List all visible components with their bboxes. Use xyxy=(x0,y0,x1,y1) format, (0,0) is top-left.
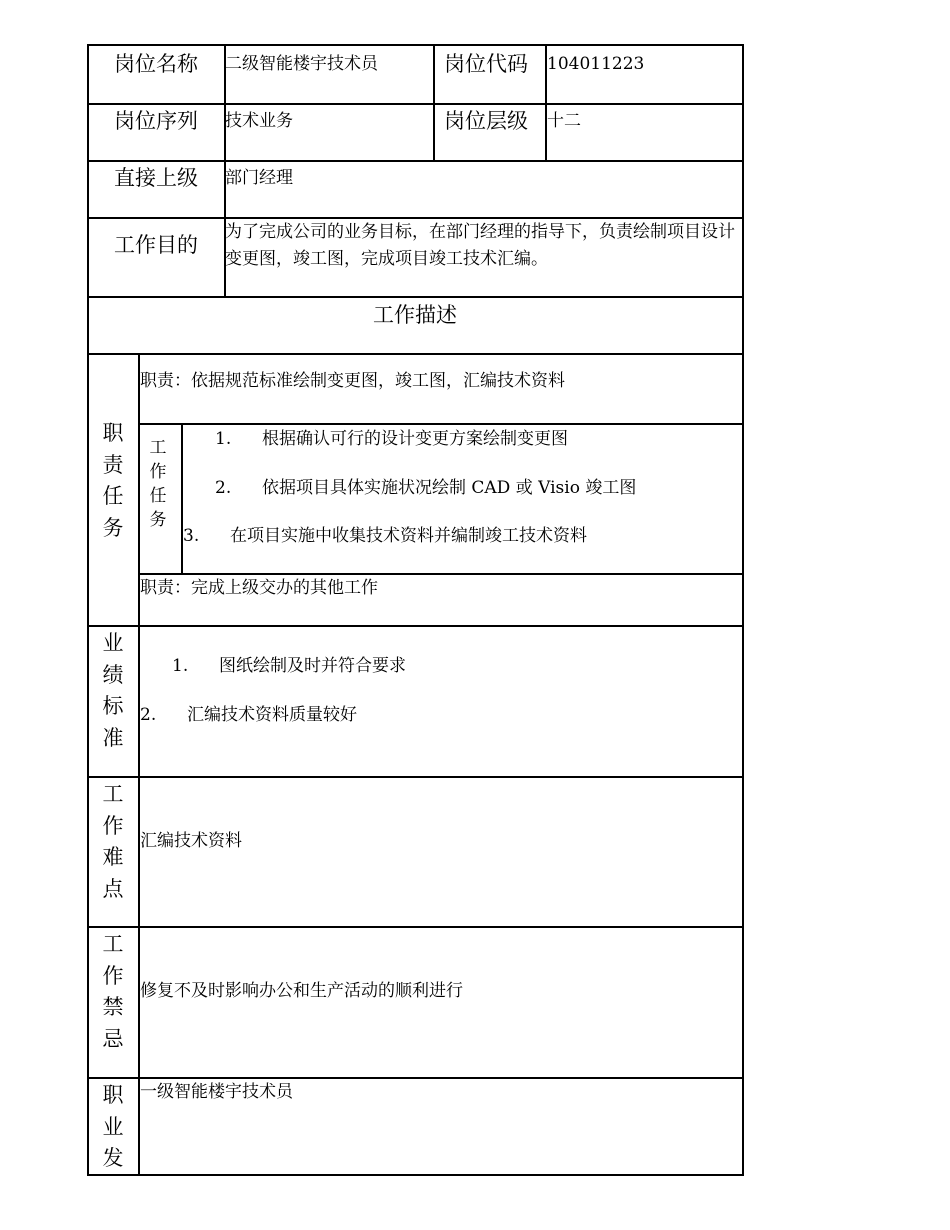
position-level-label: 岗位层级 xyxy=(444,109,528,133)
position-level-value: 十二 xyxy=(547,111,581,131)
taboo-label: 工作禁忌 xyxy=(102,932,124,1051)
performance-number: 2. xyxy=(140,705,157,725)
task-item: 依据项目具体实施状况绘制 CAD 或 Visio 竣工图 xyxy=(262,478,637,498)
supervisor-label: 直接上级 xyxy=(114,166,198,190)
position-name-value: 二级智能楼宇技术员 xyxy=(225,54,378,74)
difficulty-value: 汇编技术资料 xyxy=(140,831,242,851)
task-item: 在项目实施中收集技术资料并编制竣工技术资料 xyxy=(230,526,587,546)
position-code-label: 岗位代码 xyxy=(444,52,528,76)
duty-2: 职责：完成上级交办的其他工作 xyxy=(140,578,378,598)
duties-label: 职责任务 xyxy=(102,421,124,540)
performance-item: 汇编技术资料质量较好 xyxy=(187,705,357,725)
tasks-label: 工作任务 xyxy=(149,438,167,530)
task-number: 1. xyxy=(215,429,232,449)
purpose-value: 为了完成公司的业务目标，在部门经理的指导下，负责绘制项目设计变更图，竣工图，完成项目竣工技术汇编。 xyxy=(225,222,735,269)
supervisor-value: 部门经理 xyxy=(225,168,293,188)
position-name-label: 岗位名称 xyxy=(114,52,198,76)
purpose-label: 工作目的 xyxy=(114,233,198,257)
performance-item: 图纸绘制及时并符合要求 xyxy=(219,656,406,676)
duty-1: 职责：依据规范标准绘制变更图，竣工图，汇编技术资料 xyxy=(140,371,565,391)
position-code-value: 104011223 xyxy=(547,54,645,74)
career-label: 职业发 xyxy=(102,1083,124,1170)
position-series-value: 技术业务 xyxy=(225,111,293,131)
position-series-label: 岗位序列 xyxy=(114,109,198,133)
taboo-value: 修复不及时影响办公和生产活动的顺利进行 xyxy=(140,981,463,1001)
description-title: 工作描述 xyxy=(373,303,457,327)
task-item: 根据确认可行的设计变更方案绘制变更图 xyxy=(262,429,568,449)
performance-number: 1. xyxy=(172,656,189,676)
career-value: 一级智能楼宇技术员 xyxy=(140,1082,293,1102)
task-number: 2. xyxy=(215,478,232,498)
difficulty-label: 工作难点 xyxy=(102,782,124,901)
performance-label: 业绩标准 xyxy=(102,631,124,750)
task-number: 3. xyxy=(183,526,200,546)
